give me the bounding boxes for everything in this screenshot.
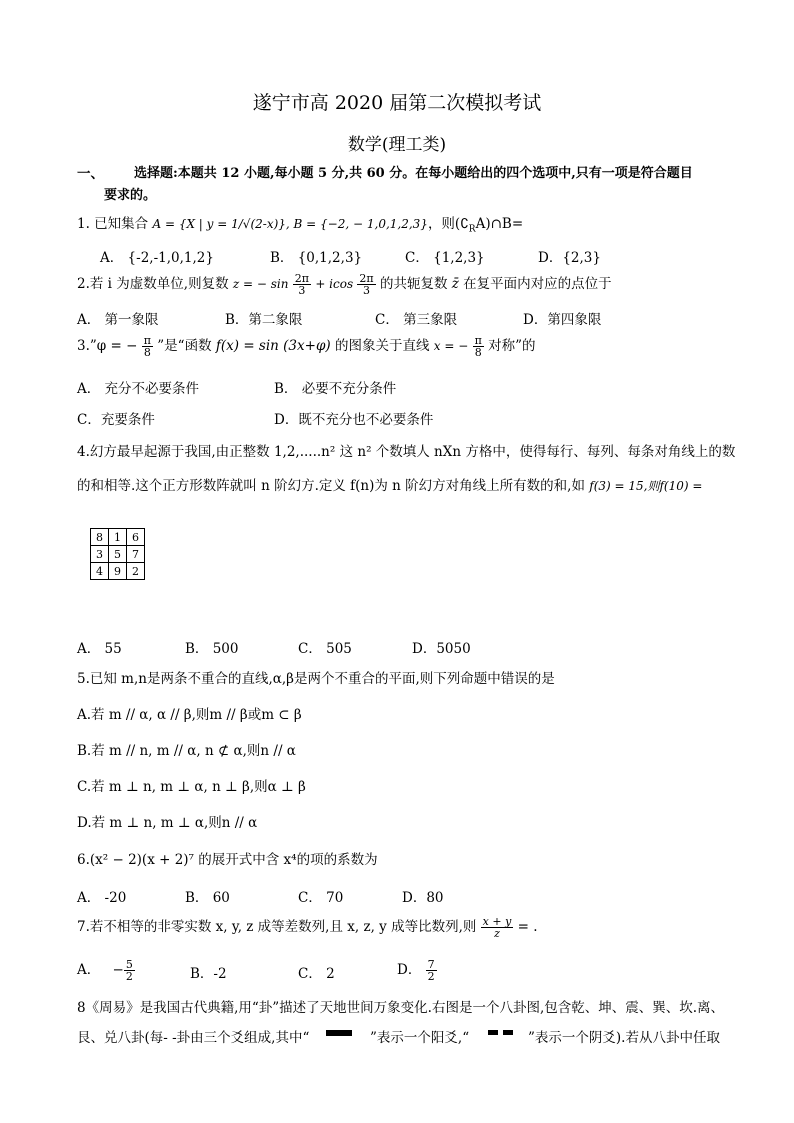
question-2-stem: 2.若 i 为虚数单位,则复数 z = − sin $\frac{2\pi}{3}$ + icos $\frac{2\pi}{3}$ 的共轭复数 z̄ 在复平面内对应的点位于 xyxy=(77,272,612,297)
question-6-stem: 6.(x² − 2)(x + 2)⁷ 的展开式中含 x⁴的项的系数为 xyxy=(77,852,378,868)
question-4-line2: 的和相等.这个正方形数阵就叫 n 阶幻方.定义 f(n)为 n 阶幻方对角线上所有数的和,如 f(3) = 15,则f(10) = xyxy=(77,478,703,494)
question-6-option-a: A． -20 xyxy=(77,890,127,906)
question-7-option-d: D． $\frac{7}{2}$ xyxy=(397,958,435,983)
question-3-option-a: A． 充分不必要条件 xyxy=(77,381,200,397)
section-heading-line1: 选择题:本题共 12 小题,每小题 5 分,共 60 分。在每小题给出的四个选项中,只有一项是符合题目 xyxy=(134,166,693,181)
question-7-option-c: C． 2 xyxy=(298,966,335,982)
question-4-option-d: D．5050 xyxy=(412,641,471,657)
question-1-option-c: C． {1,2,3} xyxy=(405,250,485,266)
question-5-stem: 5.已知 m,n是两条不重合的直线,α,β是两个不重合的平面,则下列命题中错误的是 xyxy=(77,671,555,687)
question-6-option-c: C． 70 xyxy=(298,890,344,906)
question-4-option-c: C． 505 xyxy=(298,641,352,657)
question-3-option-c: C．充要条件 xyxy=(77,412,155,428)
question-3-stem: 3.”φ = − $\frac{\pi}{8}$ ”是“函数 f(x) = sin (3x+φ) 的图象关于直线 x = − $\frac{\pi}{8}$ 对称”的 xyxy=(77,334,536,359)
question-5-option-c: C.若 m ⊥ n, m ⊥ α, n ⊥ β,则α ⊥ β xyxy=(77,779,306,795)
question-1-option-a: A． {-2,-1,0,1,2} xyxy=(100,250,214,266)
question-4-option-b: B． 500 xyxy=(185,641,239,657)
question-6-option-b: B． 60 xyxy=(185,890,230,906)
question-1-set-definition: A = {X | y = 1/√(2-x)}, B = {−2, − 1,0,1,2,3} xyxy=(152,217,428,231)
magic-square-table: 8 1 6 3 5 7 4 9 2 xyxy=(90,528,145,580)
question-2-option-b: B．第二象限 xyxy=(225,312,303,328)
question-2-option-a: A． 第一象限 xyxy=(77,312,159,328)
exam-subtitle: 数学(理工类) xyxy=(347,135,447,155)
question-1-stem: 1. 已知集合 A = {X | y = 1/√(2-x)}, B = {−2, − 1,0,1,2,3}，则$(∁_RA)\cap B=$ xyxy=(77,216,524,235)
section-number: 一、 xyxy=(77,166,104,182)
question-2-option-c: C． 第三象限 xyxy=(375,312,458,328)
question-7-stem: 7.若不相等的非零实数 x, y, z 成等差数列,且 x, z, y 成等比数列,则 $\frac{x + y}{z}$ = . xyxy=(77,915,538,940)
yin-yao-symbol-left xyxy=(488,1030,498,1035)
question-1-option-d: D．{2,3} xyxy=(538,250,601,266)
question-5-option-d: D.若 m ⊥ n, m ⊥ α,则n // α xyxy=(77,815,258,831)
question-4-line1: 4.幻方最早起源于我国,由正整数 1,2,.....n² 这 n² 个数填人 nXn 方格中，使得每行、每列、每条对角线上的数 xyxy=(77,444,736,460)
question-4-option-a: A． 55 xyxy=(77,641,122,657)
question-8-line2-part2: ”表示一个阳爻,“ xyxy=(370,1030,470,1046)
question-8-line2-part1: 艮、兑八卦(每- -卦由三个爻组成,其中“ xyxy=(77,1030,310,1046)
question-6-option-d: D．80 xyxy=(402,890,444,906)
yang-yao-symbol xyxy=(326,1030,352,1036)
question-7-option-a: A． − $\frac{5}{2}$ xyxy=(77,958,133,983)
question-5-option-b: B.若 m // n, m // α, n ⊄ α,则n // α xyxy=(77,743,296,759)
exam-title: 遂宁市高 2020 届第二次模拟考试 xyxy=(252,92,542,114)
question-3-option-b: B． 必要不充分条件 xyxy=(274,381,397,397)
question-8-line2-part3: ”表示一个阴爻).若从八卦中任取 xyxy=(528,1030,720,1046)
section-heading-line2: 要求的。 xyxy=(104,188,157,203)
question-1-option-b: B． {0,1,2,3} xyxy=(270,250,363,266)
question-5-option-a: A.若 m // α, α // β,则m // β或m ⊂ β xyxy=(77,707,302,723)
question-8-line1: 8《周易》是我国古代典籍,用“卦”描述了天地世间万象变化.右图是一个八卦图,包含乾、坤、震、巽、坎.离、 xyxy=(77,1000,725,1016)
question-3-option-d: D．既不充分也不必要条件 xyxy=(274,412,434,428)
yin-yao-symbol-right xyxy=(503,1030,513,1035)
question-7-option-b: B．-2 xyxy=(190,966,227,982)
question-2-option-d: D．第四象限 xyxy=(523,312,602,328)
